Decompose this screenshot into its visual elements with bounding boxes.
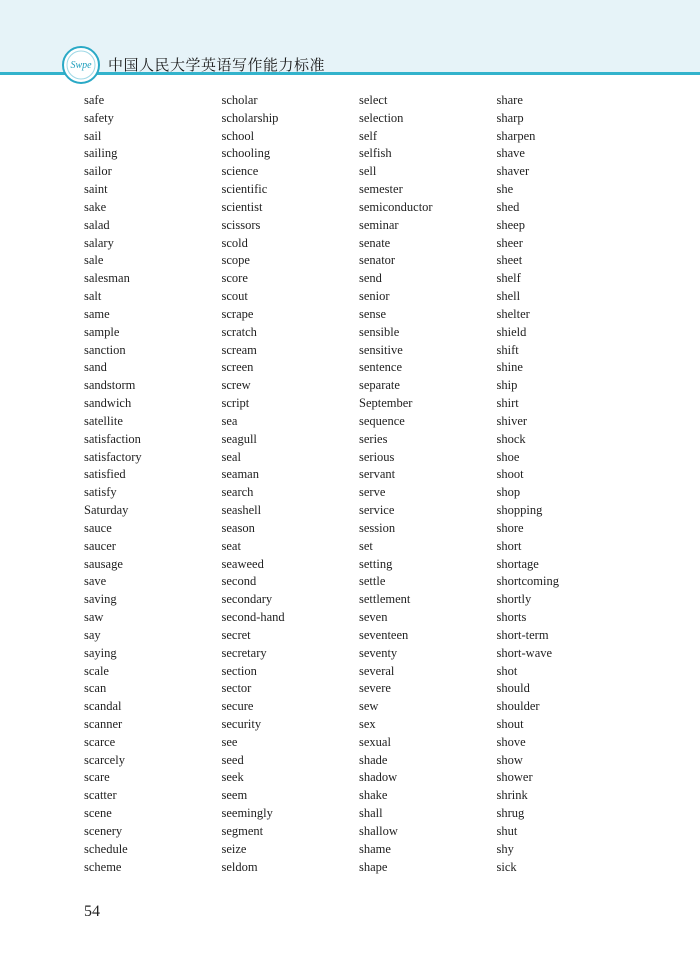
- word-item: sense: [359, 306, 387, 321]
- page-header-title: 中国人民大学英语写作能力标准: [108, 56, 326, 74]
- word-item: sheer: [496, 235, 523, 250]
- word-item: safe: [84, 93, 105, 107]
- word-item: sample: [84, 324, 120, 339]
- word-item: shore: [496, 520, 524, 535]
- word-item: sequence: [359, 413, 405, 428]
- word-item: several: [359, 663, 395, 678]
- word-item: scene: [84, 806, 112, 821]
- word-item: section: [221, 663, 257, 678]
- word-item: shove: [496, 734, 526, 749]
- word-item: sentence: [359, 360, 403, 375]
- word-item: scrape: [221, 306, 254, 321]
- word-item: scope: [221, 253, 250, 268]
- word-item: second-hand: [221, 610, 285, 625]
- word-item: shell: [496, 289, 521, 304]
- word-item: scale: [84, 663, 109, 678]
- word-item: school: [221, 128, 255, 143]
- word-item: semester: [359, 182, 403, 197]
- word-item: senior: [359, 289, 390, 304]
- word-item: shift: [496, 342, 519, 357]
- word-item: saw: [84, 610, 104, 625]
- word-item: series: [359, 431, 388, 446]
- word-item: salt: [84, 289, 102, 304]
- word-item: seize: [221, 841, 247, 856]
- word-item: seek: [221, 770, 244, 785]
- word-item: short-term: [496, 627, 549, 642]
- word-item: service: [359, 503, 395, 518]
- word-item: senate: [359, 235, 391, 250]
- word-item: shame: [359, 841, 391, 856]
- word-item: salary: [84, 235, 114, 250]
- word-item: satisfy: [84, 485, 117, 500]
- word-item: shed: [496, 199, 520, 214]
- word-item: shortage: [496, 556, 539, 571]
- word-item: seaweed: [221, 556, 264, 571]
- word-item: sexual: [359, 734, 391, 749]
- word-item: script: [221, 396, 250, 411]
- word-item: ship: [496, 378, 518, 393]
- word-item: shortcoming: [496, 574, 559, 589]
- word-item: sail: [84, 128, 102, 143]
- word-item: seagull: [221, 431, 257, 446]
- word-item: sanction: [84, 342, 126, 357]
- word-item: sector: [221, 681, 252, 696]
- word-item: shout: [496, 716, 524, 731]
- word-item: she: [496, 182, 514, 197]
- word-item: scanner: [84, 716, 123, 731]
- word-item: show: [496, 752, 523, 767]
- word-item: severe: [359, 681, 391, 696]
- word-item: shallow: [359, 823, 398, 838]
- word-item: schedule: [84, 841, 128, 856]
- word-item: shade: [359, 752, 388, 767]
- word-item: season: [221, 520, 255, 535]
- logo-text: Swpe: [70, 60, 92, 71]
- word-item: shut: [496, 823, 518, 838]
- vocabulary-word-list: [84, 92, 684, 876]
- word-item: shelf: [496, 271, 521, 286]
- word-item: scan: [84, 681, 107, 696]
- word-item: shoot: [496, 467, 524, 482]
- word-item: seventeen: [359, 627, 409, 642]
- word-item: shrug: [496, 806, 525, 821]
- word-item: salesman: [84, 271, 130, 286]
- word-item: sew: [359, 699, 379, 714]
- word-item: sell: [359, 164, 377, 179]
- word-item: shelter: [496, 306, 530, 321]
- word-item: selection: [359, 110, 404, 125]
- word-item: seal: [221, 449, 241, 464]
- word-item: science: [221, 164, 259, 179]
- word-item: schooling: [221, 146, 271, 161]
- word-item: shake: [359, 788, 388, 803]
- word-item: satellite: [84, 413, 123, 428]
- word-item: scientific: [221, 182, 268, 197]
- word-item: shot: [496, 663, 518, 678]
- word-item: search: [221, 485, 254, 500]
- word-item: scheme: [84, 859, 122, 874]
- word-item: shoulder: [496, 699, 540, 714]
- word-item: session: [359, 520, 396, 535]
- header-band: [0, 0, 700, 72]
- word-item: shiver: [496, 413, 528, 428]
- word-item: shadow: [359, 770, 398, 785]
- word-item: shirt: [496, 396, 519, 411]
- word-item: senator: [359, 253, 396, 268]
- word-item: serious: [359, 449, 395, 464]
- word-item: scandal: [84, 699, 122, 714]
- word-item: share: [496, 93, 523, 107]
- word-item: seashell: [221, 503, 262, 518]
- word-item: scout: [221, 289, 248, 304]
- word-item: set: [359, 538, 373, 553]
- word-item: Saturday: [84, 503, 129, 518]
- word-item: select: [359, 93, 388, 107]
- word-item: secretary: [221, 645, 267, 660]
- word-item: sailor: [84, 164, 112, 179]
- word-item: sale: [84, 253, 104, 268]
- word-item: send: [359, 271, 382, 286]
- word-item: satisfied: [84, 467, 126, 482]
- word-item: sheep: [496, 217, 525, 232]
- word-item: seat: [221, 538, 241, 553]
- word-item: see: [221, 734, 238, 749]
- word-item: seaman: [221, 467, 259, 482]
- word-item: scare: [84, 770, 110, 785]
- word-item: saying: [84, 645, 117, 660]
- word-item: secure: [221, 699, 254, 714]
- word-item: shave: [496, 146, 525, 161]
- word-item: semiconductor: [359, 199, 433, 214]
- word-item: scholar: [221, 93, 258, 107]
- word-item: seemingly: [221, 806, 273, 821]
- word-item: satisfactory: [84, 449, 142, 464]
- word-item: sake: [84, 199, 107, 214]
- word-item: secret: [221, 627, 251, 642]
- word-item: saucer: [84, 538, 116, 553]
- word-item: salad: [84, 217, 110, 232]
- word-item: short-wave: [496, 645, 553, 660]
- word-item: sailing: [84, 146, 118, 161]
- word-item: scholarship: [221, 110, 279, 125]
- word-item: selfish: [359, 146, 392, 161]
- word-item: seed: [221, 752, 244, 767]
- word-item: sandstorm: [84, 378, 136, 393]
- word-item: secondary: [221, 592, 273, 607]
- word-item: shall: [359, 806, 383, 821]
- page-number: 54: [84, 903, 100, 920]
- word-item: say: [84, 627, 101, 642]
- word-item: settlement: [359, 592, 411, 607]
- word-item: scatter: [84, 788, 117, 803]
- word-item: seldom: [221, 859, 258, 874]
- word-item: shield: [496, 324, 527, 339]
- word-item: sea: [221, 413, 238, 428]
- word-item: shape: [359, 859, 388, 874]
- word-item: scarce: [84, 734, 116, 749]
- word-item: saint: [84, 182, 108, 197]
- word-item: security: [221, 716, 262, 731]
- word-item: shine: [496, 360, 523, 375]
- word-item: second: [221, 574, 257, 589]
- word-item: servant: [359, 467, 396, 482]
- word-item: shock: [496, 431, 526, 446]
- word-item: scold: [221, 235, 248, 250]
- word-item: September: [359, 396, 413, 411]
- word-item: sharpen: [496, 128, 536, 143]
- word-item: sick: [496, 859, 517, 874]
- word-item: sandwich: [84, 396, 132, 411]
- word-item: serve: [359, 485, 386, 500]
- word-item: sensible: [359, 324, 400, 339]
- word-item: short: [496, 538, 522, 553]
- word-item: sand: [84, 360, 107, 375]
- word-item: sausage: [84, 556, 123, 571]
- word-item: shrink: [496, 788, 528, 803]
- word-item: saving: [84, 592, 117, 607]
- word-item: scissors: [221, 217, 261, 232]
- word-item: satisfaction: [84, 431, 141, 446]
- word-item: sheet: [496, 253, 523, 268]
- word-item: scenery: [84, 823, 123, 838]
- word-item: separate: [359, 378, 400, 393]
- word-item: scratch: [221, 324, 257, 339]
- word-item: scream: [221, 342, 257, 357]
- word-item: same: [84, 306, 110, 321]
- word-item: screw: [221, 378, 251, 393]
- word-item: self: [359, 128, 378, 143]
- word-item: sauce: [84, 520, 112, 535]
- word-item: segment: [221, 823, 264, 838]
- word-item: score: [221, 271, 248, 286]
- word-item: seventy: [359, 645, 398, 660]
- word-item: save: [84, 574, 107, 589]
- word-item: should: [496, 681, 530, 696]
- word-item: seven: [359, 610, 388, 625]
- word-item: shy: [496, 841, 514, 856]
- swpe-logo-icon: [62, 46, 100, 84]
- word-item: scientist: [221, 199, 263, 214]
- word-item: scarcely: [84, 752, 125, 767]
- word-item: setting: [359, 556, 393, 571]
- word-item: shortly: [496, 592, 532, 607]
- word-item: sex: [359, 716, 376, 731]
- word-item: seem: [221, 788, 248, 803]
- word-item: shop: [496, 485, 521, 500]
- word-item: screen: [221, 360, 254, 375]
- word-item: settle: [359, 574, 386, 589]
- header-divider: [0, 72, 700, 75]
- word-item: sharp: [496, 110, 524, 125]
- word-item: shoe: [496, 449, 520, 464]
- word-item: sensitive: [359, 342, 403, 357]
- word-item: shower: [496, 770, 533, 785]
- word-item: shorts: [496, 610, 527, 625]
- word-item: safety: [84, 110, 114, 125]
- word-item: shopping: [496, 503, 543, 518]
- word-item: shaver: [496, 164, 530, 179]
- word-item: seminar: [359, 217, 399, 232]
